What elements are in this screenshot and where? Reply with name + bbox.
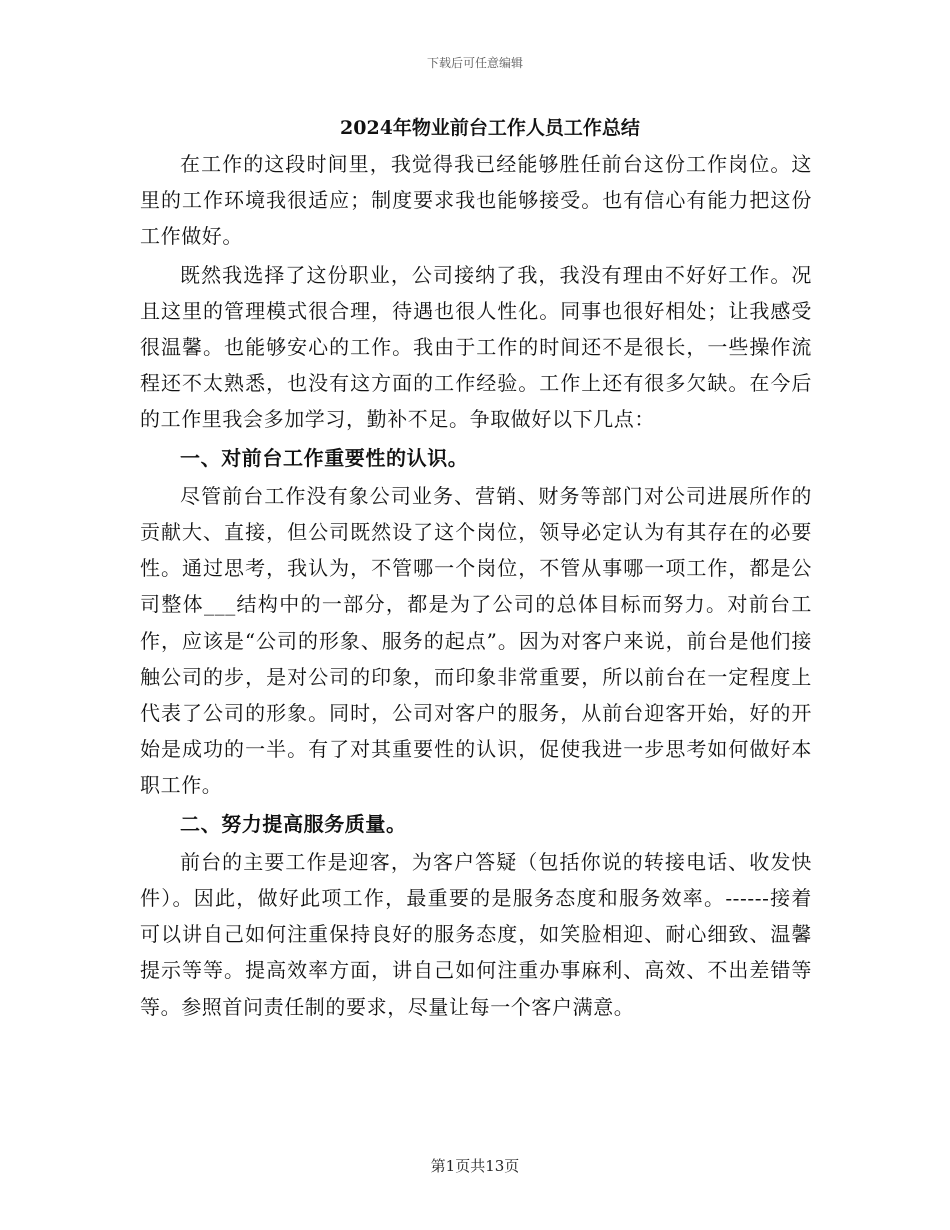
paragraph-choice: 既然我选择了这份职业，公司接纳了我，我没有理由不好好工作。况且这里的管理模式很合理，待遇也很人性化。同事也很好相处；让我感受很温馨。也能够安心的工作。我由于工作的时间还不是很长，一些操作流程还不太熟悉，也没有这方面的工作经验。工作上还有很多欠缺。在今后的工作里我会多加学习，勤补不足。争取做好以下几点： [140, 262, 812, 432]
document-body [140, 110, 812, 1025]
paragraph-importance: 尽管前台工作没有象公司业务、营销、财务等部门对公司进展所作的贡献大、直接，但公司既然设了这个岗位，领导必定认为有其存在的必要性。通过思考，我认为，不管哪一个岗位，不管从事哪一项工作，都是公司整体___结构中的一部分，都是为了公司的总体目标而努力。对前台工作，应该是“公司的形象、服务的起点”。因为对客户来说，前台是他们接触公司的步，是对公司的印象，而印象非常重要，所以前台在一定程度上代表了公司的形象。同时，公司对客户的服务，从前台迎客开始，好的开始是成功的一半。有了对其重要性的认识，促使我进一步思考如何做好本职工作。 [140, 483, 812, 798]
section-heading-service: 二、努力提高服务质量。 [180, 811, 407, 836]
header-note: 下载后可任意编辑 [426, 56, 523, 70]
paragraph-intro: 在工作的这段时间里，我觉得我已经能够胜任前台这份工作岗位。这里的工作环境我很适应；制度要求我也能够接受。也有信心有能力把这份工作做好。 [140, 152, 812, 249]
section-heading-importance: 一、对前台工作重要性的认识。 [180, 445, 469, 470]
page-footer: 第1页共13页 [430, 1157, 520, 1175]
paragraph-service: 前台的主要工作是迎客，为客户答疑（包括你说的转接电话、收发快件）。因此，做好此项工作，最重要的是服务态度和服务效率。------接着可以讲自己如何注重保持良好的服务态度，如笑脸相迎、耐心细致、温馨提示等等。提高效率方面，讲自己如何注重办事麻利、高效、不出差错等等。参照首问责任制的要求，尽量让每一个客户满意。 [140, 849, 812, 1019]
document-title: 2024年物业前台工作人员工作总结 [340, 117, 640, 139]
